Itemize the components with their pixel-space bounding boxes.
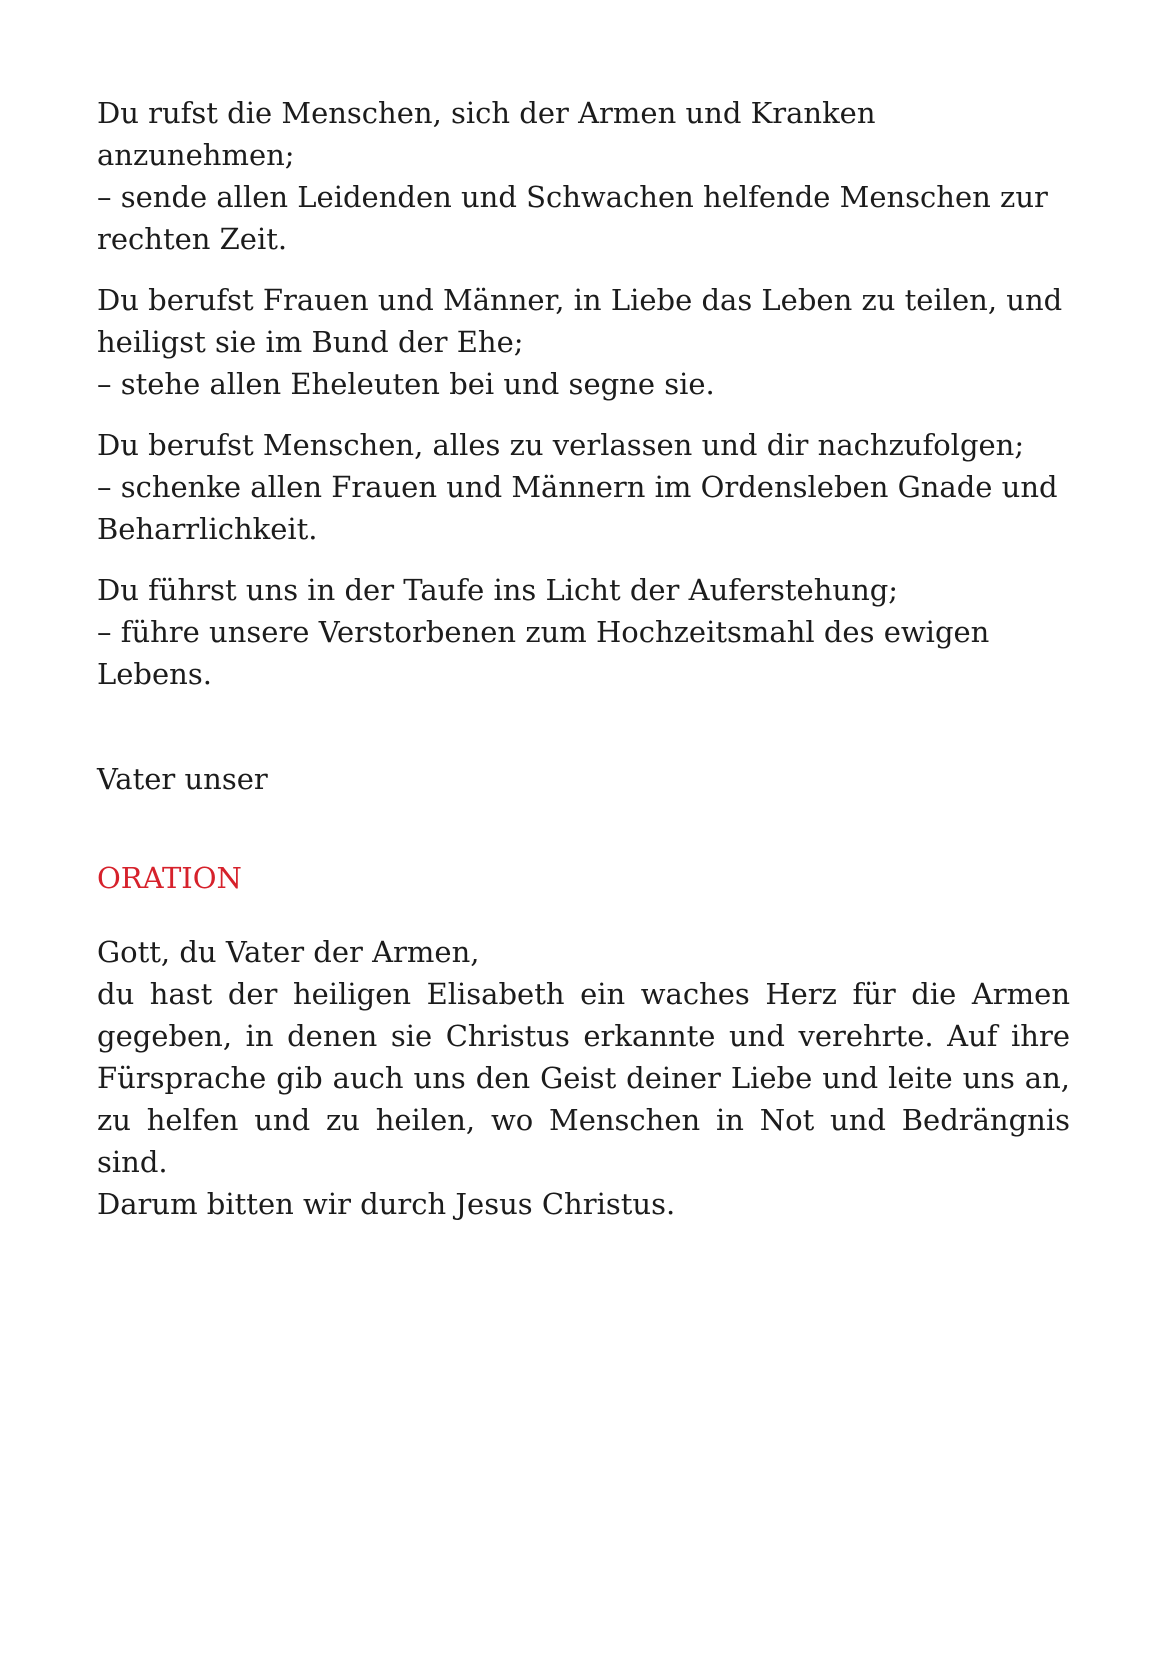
intercession-paragraph-2 [97, 279, 1070, 405]
text-line: Du führst uns in der Taufe ins Licht der Auferstehung; [97, 573, 899, 607]
text-line: anzunehmen; [97, 138, 295, 172]
text-line: zu helfen und zu heilen, wo Menschen in Not und Bedrängnis sind. [97, 1103, 1070, 1179]
text-line: – sende allen Leidenden und Schwachen helfende Menschen zur [97, 180, 1048, 214]
intercession-paragraph-1 [97, 92, 1070, 260]
text-line: Lebens. [97, 657, 212, 691]
intercession-paragraph-4 [97, 569, 1070, 695]
text-line: rechten Zeit. [97, 222, 288, 256]
text-line: Vater unser [97, 762, 268, 796]
text-line: Du berufst Frauen und Männer, in Liebe das Leben zu teilen, und [97, 283, 1063, 317]
text-line: Darum bitten wir durch Jesus Christus. [97, 1187, 676, 1221]
text-line: gegeben, in denen sie Christus erkannte und verehrte. Auf ihre [97, 1019, 1070, 1053]
text-line: Du berufst Menschen, alles zu verlassen und dir nachzufolgen; [97, 428, 1025, 462]
text-line: Fürsprache gib auch uns den Geist deiner Liebe und leite uns an, [97, 1061, 1070, 1095]
text-line: – stehe allen Eheleuten bei und segne sie. [97, 367, 715, 401]
text-line: du hast der heiligen Elisabeth ein waches Herz für die Armen [97, 977, 1070, 1011]
oration-paragraph [97, 931, 1070, 1225]
intercession-paragraph-3 [97, 424, 1070, 550]
oration-heading [97, 857, 1070, 899]
text-line: – führe unsere Verstorbenen zum Hochzeitsmahl des ewigen [97, 615, 990, 649]
text-line: – schenke allen Frauen und Männern im Ordensleben Gnade und [97, 470, 1058, 504]
text-line: Du rufst die Menschen, sich der Armen und Kranken [97, 96, 876, 130]
page-content [97, 92, 1070, 1225]
heading-text: ORATION [97, 861, 242, 895]
vater-unser-line [97, 758, 1070, 800]
text-line: Gott, du Vater der Armen, [97, 935, 480, 969]
text-line: Beharrlichkeit. [97, 512, 318, 546]
text-line: heiligst sie im Bund der Ehe; [97, 325, 524, 359]
